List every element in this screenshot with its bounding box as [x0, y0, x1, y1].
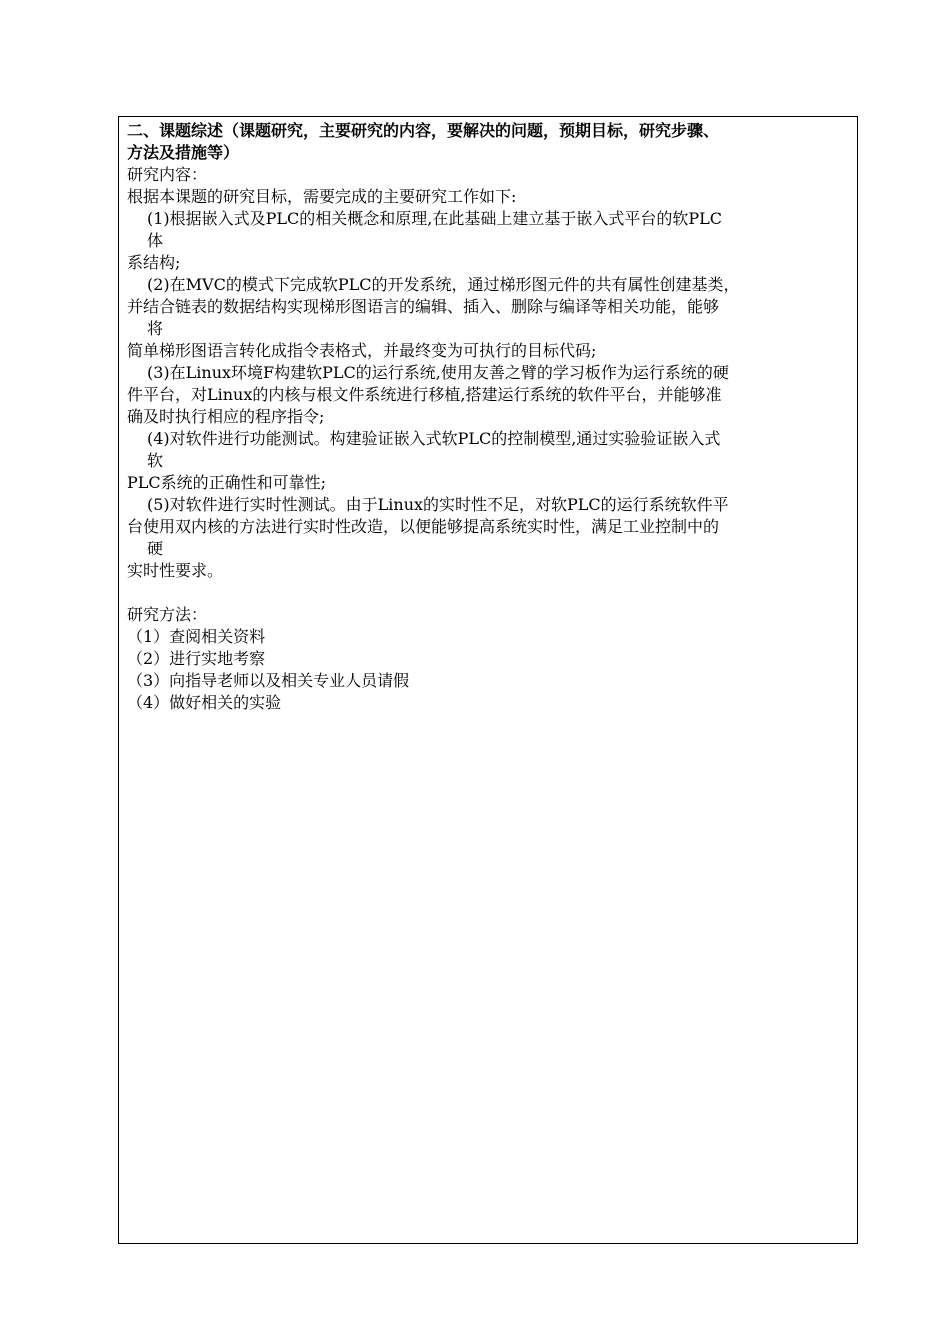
item-1-line-1: (1)根据嵌入式及PLC的相关概念和原理,在此基础上建立基于嵌入式平台的软PLC	[147, 209, 723, 228]
research-intro: 根据本课题的研究目标，需要完成的主要研究工作如下:	[127, 187, 517, 206]
item-4-line-1: (4)对软件进行功能测试。构建验证嵌入式软PLC的控制模型,通过实验验证嵌入式	[147, 429, 721, 448]
item-2-line-1: (2)在MVC的模式下完成软PLC的开发系统，通过梯形图元件的共有属性创建基类，	[147, 275, 740, 294]
item-5-line-2: 台使用双内核的方法进行实时性改造，以便能够提高系统实时性，满足工业控制中的	[127, 517, 720, 536]
item-4-line-2: 软	[147, 451, 164, 470]
item-5-line-4: 实时性要求。	[127, 561, 224, 580]
item-1-line-2: 体	[147, 231, 164, 250]
method-item-1: （1）查阅相关资料	[127, 627, 266, 646]
item-3-line-1: (3)在Linux环境F构建软PLC的运行系统,使用友善之臂的学习板作为运行系统的硬	[147, 363, 729, 382]
section-heading-line-2: 方法及措施等）	[127, 143, 240, 162]
section-heading-line-1: 二、课题综述（课题研究，主要研究的内容，要解决的问题，预期目标，研究步骤、	[127, 121, 720, 140]
item-3-line-2: 件平台，对Linux的内核与根文件系统进行移植,搭建运行系统的软件平台，并能够准	[127, 385, 722, 404]
item-5-line-3: 硬	[147, 539, 164, 558]
item-1-line-3: 系结构;	[127, 253, 181, 272]
research-content-label: 研究内容：	[127, 165, 208, 184]
item-2-line-2: 并结合链表的数据结构实现梯形图语言的编辑、插入、删除与编译等相关功能，能够	[127, 297, 720, 316]
method-item-2: （2）进行实地考察	[127, 649, 266, 668]
section-content	[127, 120, 847, 714]
method-item-3: （3）向指导老师以及相关专业人员请假	[127, 671, 410, 690]
research-method-label: 研究方法：	[127, 605, 208, 624]
blank-line	[127, 582, 847, 604]
item-3-line-3: 确及时执行相应的程序指令;	[127, 407, 325, 426]
method-item-4: （4）做好相关的实验	[127, 693, 282, 712]
item-4-line-3: PLC系统的正确性和可靠性;	[127, 473, 327, 492]
item-5-line-1: (5)对软件进行实时性测试。由于Linux的实时性不足，对软PLC的运行系统软件平	[147, 495, 729, 514]
item-2-line-4: 简单梯形图语言转化成指令表格式，并最终变为可执行的目标代码;	[127, 341, 597, 360]
item-2-line-3: 将	[147, 319, 164, 338]
